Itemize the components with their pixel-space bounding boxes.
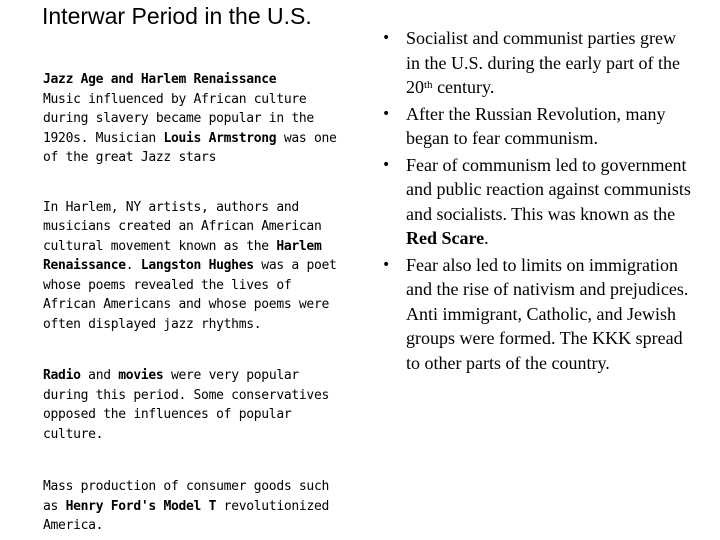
bullet-item-socialist	[382, 26, 692, 100]
harlem-text: In Harlem, NY artists, authors and musicians created an African American cultural movement known as the	[43, 199, 322, 254]
bullet-icon: •	[382, 256, 391, 273]
mass-text: Mass production of consumer goods such as	[43, 479, 330, 514]
mass-text-end: revolutionized America.	[43, 498, 330, 533]
right-column	[382, 26, 692, 377]
louis-armstrong: Louis Armstrong	[163, 130, 277, 146]
bullet-icon: •	[382, 156, 391, 173]
langston-hughes: Langston Hughes	[140, 258, 254, 273]
bullet-text: Fear of communism led to government and public reaction against communists and socialists. This was known as the	[406, 154, 691, 224]
jazz-heading: Jazz Age and Harlem Renaissance	[43, 72, 277, 87]
movies-bold: movies	[118, 368, 164, 383]
harlem-renaissance: Harlem Renaissance	[43, 238, 322, 273]
bullet-list	[382, 26, 692, 375]
jazz-text-end: was one of the great Jazz stars	[43, 130, 337, 165]
page-title: Interwar Period in the U.S.	[42, 3, 312, 29]
bullet-item-russian-revolution	[382, 102, 692, 151]
radio-bold: Radio	[43, 368, 81, 383]
radio-and: and	[80, 368, 119, 383]
radio-paragraph	[43, 366, 343, 444]
radio-text: were very popular during this period. Some conservatives opposed the influences of popular culture.	[43, 368, 330, 442]
bullet-text: After the Russian Revolution, many began to fear communism.	[406, 103, 666, 148]
jazz-text: Music influenced by African culture during slavery became popular in the 1920s. Musician	[43, 91, 314, 146]
left-column	[43, 70, 343, 536]
bullet-item-red-scare	[382, 153, 692, 251]
bullet-item-immigration	[382, 253, 692, 376]
jazz-paragraph	[43, 90, 343, 168]
mass-production-paragraph	[43, 477, 343, 536]
bullet-icon: •	[382, 30, 391, 46]
bullet-text-end: .	[484, 228, 489, 248]
hughes-text: was a poet whose poems revealed the lives of African Americans and whose poems were often displayed jazz rhythms.	[43, 258, 337, 332]
bullet-text: Socialist and communist parties grew in the U.S. during the early part of the 20	[406, 28, 680, 97]
bullet-text: Fear also led to limits on immigration and the rise of nativism and prejudices. Anti immigrant, Catholic, and Jewish groups were formed. The KKK spread to other parts of the country.	[406, 254, 689, 373]
bullet-icon: •	[382, 105, 391, 122]
red-scare: Red Scare	[406, 228, 485, 248]
ordinal-suffix: th	[424, 79, 433, 91]
bullet-text-end: century.	[432, 77, 495, 97]
harlem-paragraph	[43, 198, 343, 335]
harlem-text-mid: .	[125, 258, 141, 273]
henry-ford-model-t: Henry Ford's Model T	[65, 498, 217, 514]
